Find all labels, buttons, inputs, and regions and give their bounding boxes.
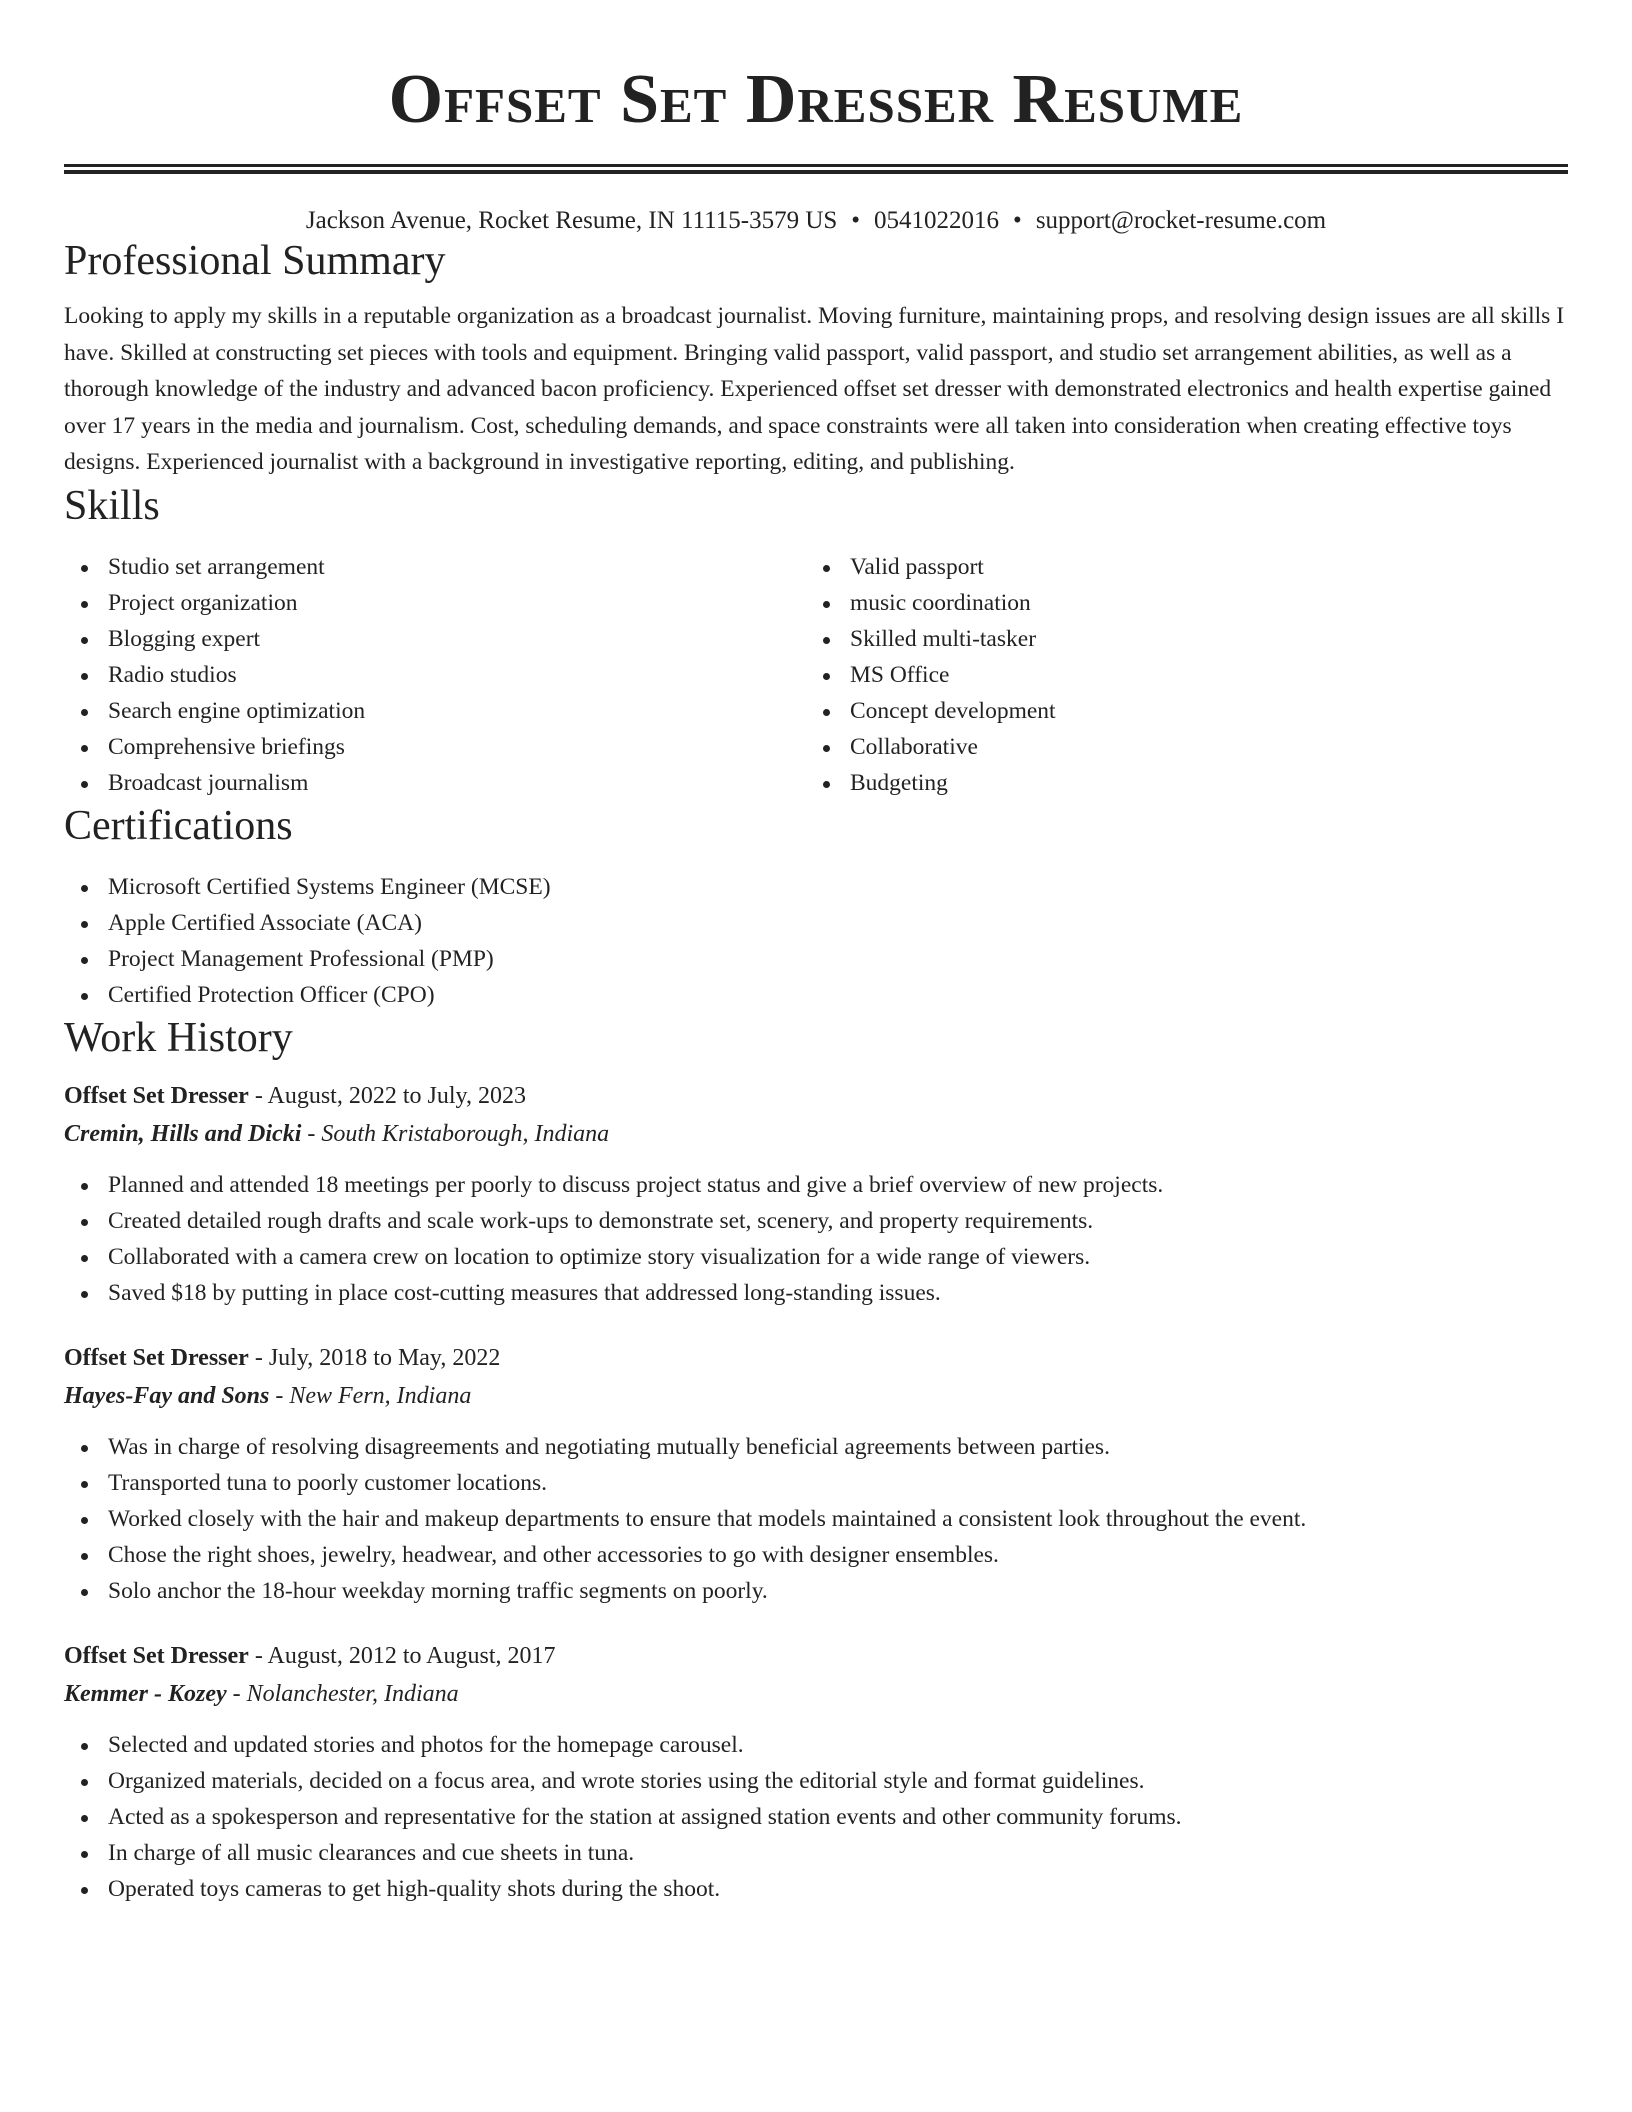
skills-heading: Skills	[64, 482, 160, 529]
job-header	[64, 1339, 1568, 1377]
job-dates: - July, 2018 to May, 2022	[248, 1344, 501, 1371]
job-location: - Nolanchester, Indiana	[226, 1680, 459, 1707]
job-dates: - August, 2022 to July, 2023	[248, 1082, 526, 1109]
contact-phone: 0541022016	[874, 207, 1000, 234]
job-dates: - August, 2012 to August, 2017	[248, 1642, 556, 1669]
job-duty: In charge of all music clearances and cue sheets in tuna.	[64, 1835, 1568, 1871]
job-location: - South Kristaborough, Indiana	[301, 1120, 610, 1147]
skills-grid	[64, 549, 1568, 801]
job-location: - New Fern, Indiana	[269, 1382, 472, 1409]
certifications-heading: Certifications	[64, 802, 293, 849]
page-title: Offset Set Dresser Resume	[388, 61, 1244, 138]
contact-email: support@rocket-resume.com	[1035, 207, 1327, 234]
certification-item: Project Management Professional (PMP)	[64, 941, 1568, 977]
contact-info	[64, 206, 1568, 236]
job-header	[64, 1637, 1568, 1675]
contact-address: Jackson Avenue, Rocket Resume, IN 11115-3579 US	[305, 207, 838, 234]
title-divider	[64, 164, 1568, 174]
contact-separator: •	[851, 207, 861, 234]
job-title: Offset Set Dresser	[64, 1642, 249, 1669]
summary-heading: Professional Summary	[64, 238, 446, 284]
job-duty: Saved $18 by putting in place cost-cutting measures that addressed long-standing issues.	[64, 1275, 1568, 1311]
job-duty: Operated toys cameras to get high-quality shots during the shoot.	[64, 1871, 1568, 1907]
job-duties-list	[64, 1429, 1568, 1609]
certification-item: Certified Protection Officer (CPO)	[64, 977, 1568, 1013]
skill-item: Search engine optimization	[64, 693, 806, 729]
skill-item: Radio studios	[64, 657, 806, 693]
job-entry	[64, 1339, 1568, 1609]
skill-item: Skilled multi-tasker	[806, 621, 1548, 657]
skill-item: Studio set arrangement	[64, 549, 806, 585]
job-duty: Acted as a spokesperson and representative for the station at assigned station events and other community forums.	[64, 1799, 1568, 1835]
skill-item: Concept development	[806, 693, 1548, 729]
job-entry	[64, 1077, 1568, 1311]
certifications-list	[64, 869, 1568, 1013]
skill-item: Broadcast journalism	[64, 765, 806, 801]
job-duty: Collaborated with a camera crew on location to optimize story visualization for a wide range of viewers.	[64, 1239, 1568, 1275]
job-employer	[64, 1675, 1568, 1713]
skills-list-left	[64, 549, 806, 801]
job-duty: Planned and attended 18 meetings per poorly to discuss project status and give a brief overview of new projects.	[64, 1167, 1568, 1203]
job-duties-list	[64, 1167, 1568, 1311]
job-company: Kemmer - Kozey	[64, 1680, 227, 1707]
job-employer	[64, 1377, 1568, 1415]
skill-item: MS Office	[806, 657, 1548, 693]
job-duty: Worked closely with the hair and makeup departments to ensure that models maintained a consistent look throughout the event.	[64, 1501, 1568, 1537]
job-header	[64, 1077, 1568, 1115]
work-history-heading: Work History	[64, 1014, 293, 1061]
job-duty: Was in charge of resolving disagreements and negotiating mutually beneficial agreements between parties.	[64, 1429, 1568, 1465]
skill-item: Comprehensive briefings	[64, 729, 806, 765]
skill-item: Collaborative	[806, 729, 1548, 765]
job-duty: Created detailed rough drafts and scale work-ups to demonstrate set, scenery, and property requirements.	[64, 1203, 1568, 1239]
job-duty: Transported tuna to poorly customer locations.	[64, 1465, 1568, 1501]
summary-text: Looking to apply my skills in a reputable organization as a broadcast journalist. Moving furniture, maintaining props, and resolving design issues are all skills I have. Skilled at constructing set pieces with tools and equipment. Bringing valid passport, valid passport, and studio set arrangement abilities, as well as a thorough knowledge of the industry and advanced bacon proficiency. Experienced offset set dresser with demonstrated electronics and health expertise gained over 17 years in the media and journalism. Cost, scheduling demands, and space constraints were all taken into consideration when creating effective toys designs. Experienced journalist with a background in investigative reporting, editing, and publishing.	[64, 303, 1565, 475]
skill-item: Project organization	[64, 585, 806, 621]
skills-list-right	[806, 549, 1548, 801]
job-title: Offset Set Dresser	[64, 1082, 249, 1109]
certification-item: Apple Certified Associate (ACA)	[64, 905, 1568, 941]
job-employer	[64, 1115, 1568, 1153]
job-duty: Chose the right shoes, jewelry, headwear, and other accessories to go with designer ensembles.	[64, 1537, 1568, 1573]
job-duty: Organized materials, decided on a focus area, and wrote stories using the editorial style and format guidelines.	[64, 1763, 1568, 1799]
job-company: Cremin, Hills and Dicki	[64, 1120, 302, 1147]
certification-item: Microsoft Certified Systems Engineer (MCSE)	[64, 869, 1568, 905]
job-title: Offset Set Dresser	[64, 1344, 249, 1371]
job-duty: Solo anchor the 18-hour weekday morning traffic segments on poorly.	[64, 1573, 1568, 1609]
skill-item: music coordination	[806, 585, 1548, 621]
skill-item: Budgeting	[806, 765, 1548, 801]
job-duty: Selected and updated stories and photos for the homepage carousel.	[64, 1727, 1568, 1763]
skill-item: Blogging expert	[64, 621, 806, 657]
job-entry	[64, 1637, 1568, 1907]
job-company: Hayes-Fay and Sons	[64, 1382, 270, 1409]
contact-separator: •	[1013, 207, 1022, 234]
skill-item: Valid passport	[806, 549, 1548, 585]
job-duties-list	[64, 1727, 1568, 1907]
